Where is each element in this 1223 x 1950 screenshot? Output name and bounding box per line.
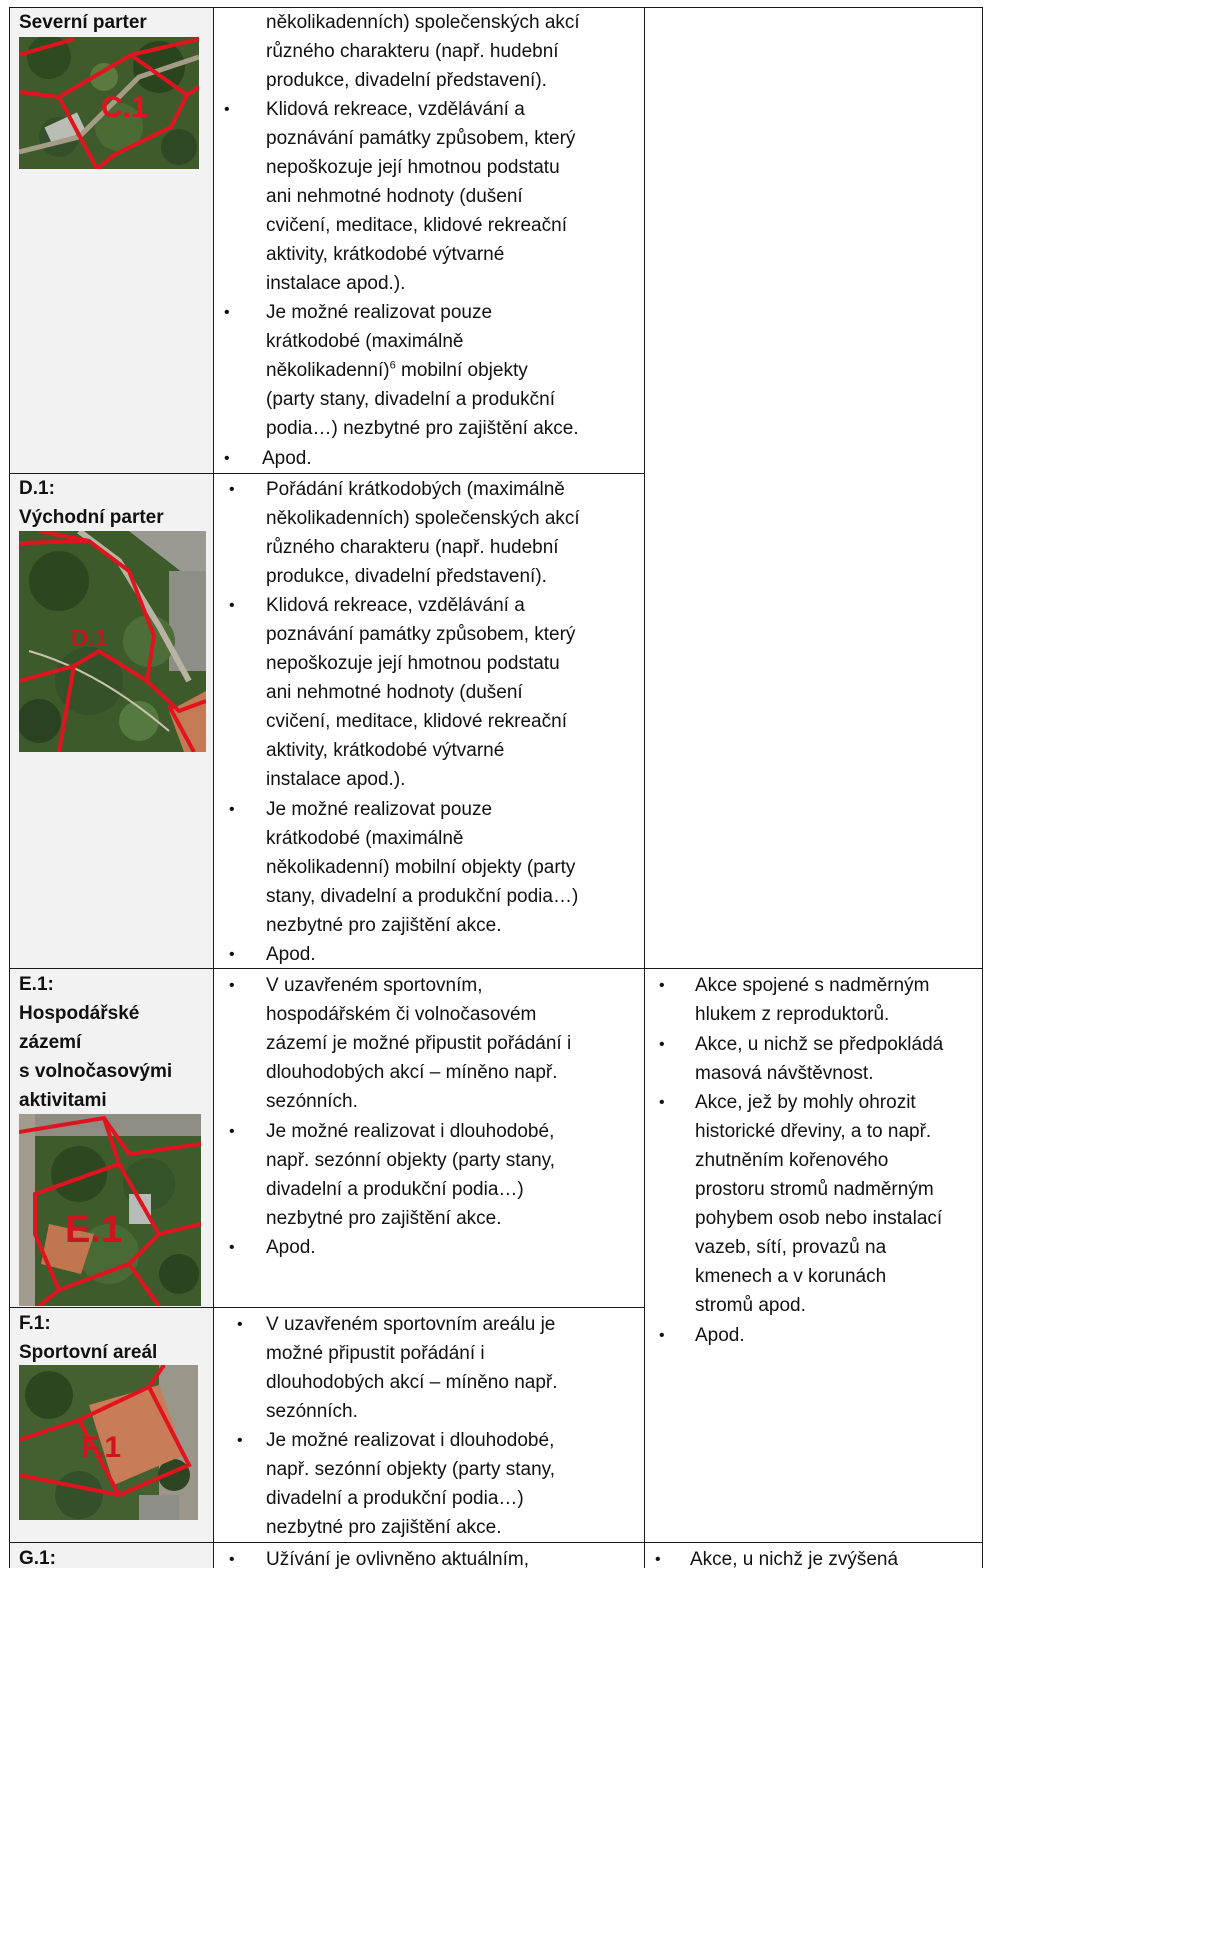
zone-title-c1 [19, 8, 147, 37]
aerial-map-c1 [19, 37, 199, 169]
bullet-line: nezbytné pro zajištění akce. [266, 1208, 502, 1229]
bullet-dot: • [659, 1036, 665, 1053]
zone-title-line: D.1: [19, 478, 55, 499]
bullet-line: Klidová rekreace, vzdělávání a [266, 99, 525, 120]
bullet-dot: • [229, 977, 235, 994]
bullet-line: pohybem osob nebo instalací [695, 1208, 943, 1229]
bullet-line: V uzavřeném sportovním areálu je [266, 1314, 556, 1335]
bullet-line: Akce, jež by mohly ohrozit [695, 1092, 916, 1113]
zone-title-line: zázemí [19, 1032, 82, 1053]
column-divider-1 [213, 7, 214, 1568]
zone-title-line: Hospodářské [19, 1003, 140, 1024]
bullet-dot: • [229, 1551, 235, 1568]
bullet-line: ani nehmotné hodnoty (dušení [266, 682, 523, 703]
bullet-line: cvičení, meditace, klidové rekreační [266, 215, 567, 236]
bullet-line: Je možné realizovat pouze [266, 799, 493, 820]
bullet-line: poznávání památky způsobem, který [266, 128, 576, 149]
bullet-line: Je možné realizovat pouze [266, 302, 493, 323]
f1-bullet-1 [266, 1310, 558, 1426]
ef-restriction-3 [695, 1088, 942, 1320]
row-divider-d1-e1 [9, 968, 983, 969]
bullet-line: V uzavřeném sportovním, [266, 975, 483, 996]
bullet-line: historické dřeviny, a to např. [695, 1121, 932, 1142]
bullet-text: několikadenní) [266, 360, 390, 381]
zone-title-g1 [19, 1544, 56, 1573]
bullet-line: několikadenních) společenských akcí [266, 12, 580, 33]
bullet-line: Apod. [266, 944, 316, 965]
bullet-line: sezónních. [266, 1091, 358, 1112]
c1-bullet-1 [266, 8, 580, 95]
bullet-line: např. sezónní objekty (party stany, [266, 1150, 556, 1171]
bullet-line: aktivity, krátkodobé výtvarné [266, 740, 505, 761]
e1-bullet-1 [266, 971, 571, 1116]
column-divider-2 [644, 7, 645, 1568]
bullet-dot: • [229, 801, 235, 818]
bullet-dot: • [659, 977, 665, 994]
bullet-line: cvičení, meditace, klidové rekreační [266, 711, 567, 732]
bullet-line: nezbytné pro zajištění akce. [266, 1517, 502, 1538]
row-divider-e1-f1 [9, 1307, 645, 1308]
bullet-line: např. sezónní objekty (party stany, [266, 1459, 556, 1480]
map-label-e1: E.1 [65, 1209, 123, 1251]
e1-bullet-2 [266, 1117, 555, 1233]
zone-map-f1 [19, 1365, 198, 1520]
d1-bullet-3 [266, 795, 578, 940]
bullet-line: krátkodobé (maximálně [266, 331, 464, 352]
bullet-line: několikadenní) mobilní objekty (party [266, 857, 576, 878]
bullet-line: možné připustit pořádání i [266, 1343, 485, 1364]
g1-restriction-1 [690, 1545, 898, 1574]
bullet-line: Apod. [695, 1325, 745, 1346]
bullet-line: ani nehmotné hodnoty (dušení [266, 186, 523, 207]
bullet-line: (party stany, divadelní a produkční [266, 389, 556, 410]
zone-title-line: F.1: [19, 1313, 51, 1334]
bullet-line: prostoru stromů nadměrným [695, 1179, 934, 1200]
bullet-line: Apod. [262, 448, 312, 469]
bullet-line: Užívání je ovlivněno aktuálním, [266, 1549, 529, 1570]
bullet-dot: • [229, 481, 235, 498]
bullet-line: dlouhodobých akcí – míněno např. [266, 1062, 558, 1083]
bullet-line: Apod. [266, 1237, 316, 1258]
g1-bullet-1 [266, 1545, 529, 1574]
bullet-line: Klidová rekreace, vzdělávání a [266, 595, 525, 616]
bullet-line: Akce, u nichž se předpokládá [695, 1034, 944, 1055]
f1-bullet-2 [266, 1426, 555, 1542]
map-label-f1: F.1 [81, 1431, 122, 1464]
bullet-line: Akce spojené s nadměrným [695, 975, 930, 996]
bullet-line: různého charakteru (např. hudební [266, 41, 559, 62]
bullet-line: aktivity, krátkodobé výtvarné [266, 244, 505, 265]
bullet-line: kmenech a v korunách [695, 1266, 887, 1287]
bullet-line: Je možné realizovat i dlouhodobé, [266, 1121, 555, 1142]
bullet-dot: • [224, 450, 230, 467]
bullet-line: produkce, divadelní představení). [266, 70, 547, 91]
bullet-line: divadelní a produkční podia…) [266, 1179, 524, 1200]
aerial-map-e1 [19, 1114, 201, 1306]
bullet-line: poznávání památky způsobem, který [266, 624, 576, 645]
bullet-line: produkce, divadelní představení). [266, 566, 547, 587]
bullet-line: Pořádání krátkodobých (maximálně [266, 479, 565, 500]
e1-bullet-3 [266, 1233, 316, 1262]
aerial-map-d1 [19, 531, 206, 752]
bullet-line: stromů apod. [695, 1295, 806, 1316]
bullet-line: sezónních. [266, 1401, 358, 1422]
aerial-map-f1 [19, 1365, 198, 1520]
bullet-line: nepoškozuje její hmotnou podstatu [266, 653, 560, 674]
bullet-dot: • [237, 1432, 243, 1449]
bullet-line: zázemí je možné připustit pořádání i [266, 1033, 572, 1054]
bullet-line: zhutněním kořenového [695, 1150, 889, 1171]
d1-bullet-1 [266, 475, 580, 591]
bullet-line: několikadenních) společenských akcí [266, 508, 580, 529]
bullet-line: vazeb, sítí, provazů na [695, 1237, 887, 1258]
zone-title-d1 [19, 474, 164, 532]
zone-title-line: Východní parter [19, 507, 164, 528]
table-border-left [9, 7, 10, 1568]
bullet-dot: • [229, 597, 235, 614]
bullet-dot: • [224, 101, 230, 118]
row-divider-f1-g1 [9, 1542, 983, 1543]
ef-restriction-1 [695, 971, 929, 1029]
c1-bullet-3 [266, 298, 579, 443]
bullet-line: hospodářském či volnočasovém [266, 1004, 537, 1025]
zone-title-line: G.1: [19, 1548, 56, 1569]
bullet-line: krátkodobé (maximálně [266, 828, 464, 849]
bullet-line: masová návštěvnost. [695, 1063, 874, 1084]
bullet-line: Akce, u nichž je zvýšená [690, 1549, 899, 1570]
footnote-marker: 6 [389, 359, 396, 372]
bullet-dot: • [229, 1239, 235, 1256]
zone-map-e1 [19, 1114, 201, 1306]
ef-restriction-2 [695, 1030, 943, 1088]
bullet-dot: • [229, 1123, 235, 1140]
bullet-line: dlouhodobých akcí – míněno např. [266, 1372, 558, 1393]
map-label-c1: C.1 [101, 91, 148, 124]
zone-map-d1 [19, 531, 206, 752]
bullet-line: instalace apod.). [266, 769, 406, 790]
table-border-right [982, 7, 983, 1568]
zone-title-f1 [19, 1309, 157, 1367]
bullet-line: nepoškozuje její hmotnou podstatu [266, 157, 560, 178]
bullet-line-with-footnote [266, 356, 579, 385]
bullet-text: mobilní objekty [395, 360, 528, 381]
zone-title-line: s volnočasovými [19, 1061, 173, 1082]
bullet-line: nezbytné pro zajištění akce. [266, 915, 502, 936]
bullet-line: stany, divadelní a produkční podia…) [266, 886, 579, 907]
bullet-dot: • [237, 1316, 243, 1333]
c1-bullet-4 [262, 444, 312, 473]
bullet-line: podia…) nezbytné pro zajištění akce. [266, 418, 579, 439]
zone-map-c1 [19, 37, 199, 169]
bullet-dot: • [659, 1094, 665, 1111]
bullet-dot: • [659, 1327, 665, 1344]
bullet-line: instalace apod.). [266, 273, 406, 294]
c1-bullet-2 [266, 95, 575, 298]
zone-title-e1 [19, 970, 172, 1115]
map-label-d1: D.1 [71, 625, 109, 652]
bullet-line: různého charakteru (např. hudební [266, 537, 559, 558]
bullet-line: Je možné realizovat i dlouhodobé, [266, 1430, 555, 1451]
bullet-dot: • [655, 1551, 661, 1568]
bullet-dot: • [229, 946, 235, 963]
zone-title-line: aktivitami [19, 1090, 107, 1111]
d1-bullet-4 [266, 940, 316, 969]
bullet-line: divadelní a produkční podia…) [266, 1488, 524, 1509]
bullet-dot: • [224, 304, 230, 321]
zone-title-line: E.1: [19, 974, 54, 995]
bullet-line: hlukem z reproduktorů. [695, 1004, 890, 1025]
zone-title-line: Severní parter [19, 12, 147, 33]
d1-bullet-2 [266, 591, 575, 794]
ef-restriction-4 [695, 1321, 745, 1350]
zone-title-line: Sportovní areál [19, 1342, 158, 1363]
